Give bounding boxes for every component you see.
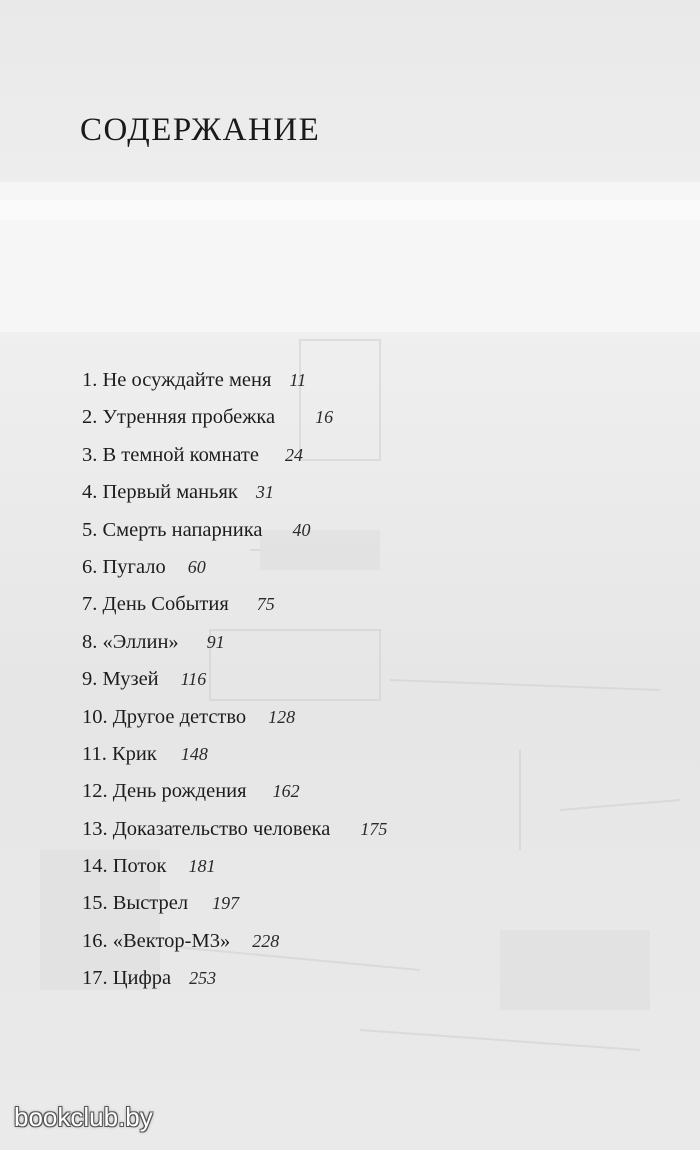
toc-entry <box>82 474 602 511</box>
toc-entry <box>82 848 602 885</box>
toc-entry-title: Утренняя пробежка <box>102 406 276 429</box>
toc-entry-page-number: 197 <box>212 893 240 914</box>
toc-entry-number: 3. <box>82 443 98 466</box>
toc-entry <box>82 699 602 736</box>
toc-entry-title: Первый маньяк <box>102 481 238 504</box>
toc-entry-page-number: 181 <box>188 856 216 877</box>
toc-entry-number: 14. <box>82 855 108 878</box>
toc-entry-number: 17. <box>82 967 108 990</box>
toc-entry <box>82 586 602 623</box>
toc-entry-title: День События <box>102 593 229 616</box>
toc-entry <box>82 923 602 960</box>
toc-entry-number: 1. <box>82 369 98 391</box>
toc-entry-number: 8. <box>82 630 98 653</box>
toc-entry-number: 7. <box>82 593 98 616</box>
toc-entry-page-number: 16 <box>315 407 334 428</box>
toc-entry-number: 10. <box>82 705 108 728</box>
toc-entry-page-number: 148 <box>180 743 208 764</box>
toc-entry-title: День рождения <box>112 780 247 803</box>
toc-entry-number: 9. <box>82 668 98 691</box>
toc-entry-number: 13. <box>82 817 108 840</box>
toc-entry-page-number: 116 <box>180 669 207 690</box>
toc-entry <box>82 773 602 810</box>
toc-entry-page-number: 40 <box>292 519 311 540</box>
toc-entry-number: 16. <box>82 929 108 952</box>
toc-entry-title: «Эллин» <box>102 630 179 653</box>
scan-light-strip <box>0 200 700 220</box>
toc-entry-page-number: 31 <box>255 482 274 503</box>
toc-entry <box>82 885 602 922</box>
toc-entry-title: Выстрел <box>112 892 189 915</box>
page-title: СОДЕРЖАНИЕ <box>80 112 321 148</box>
toc-entry-page-number: 128 <box>268 706 296 727</box>
toc-entry-title: В темной комнате <box>102 443 259 466</box>
toc-entry-title: Цифра <box>112 967 172 990</box>
toc-entry-number: 6. <box>82 555 98 578</box>
toc-entry <box>82 512 602 549</box>
toc-entry <box>82 399 602 436</box>
toc-entry-title: Доказательство человека <box>112 817 331 840</box>
toc-entry-title: Другое детство <box>112 705 247 728</box>
toc-entry-title: «Вектор-М3» <box>112 929 231 952</box>
toc-entry-page-number: 75 <box>256 594 275 615</box>
toc-entry <box>82 362 602 399</box>
toc-entry-title: Крик <box>112 742 157 765</box>
toc-entry <box>82 437 602 474</box>
toc-entry-title: Поток <box>112 855 167 878</box>
toc-entry-page-number: 228 <box>252 930 280 951</box>
toc-entry-page-number: 11 <box>289 370 307 390</box>
toc-entry-number: 11. <box>82 742 107 765</box>
toc-entry-page-number: 91 <box>206 631 225 652</box>
toc-entry-number: 15. <box>82 892 108 915</box>
toc-entry <box>82 661 602 698</box>
toc-entry-page-number: 162 <box>272 781 300 802</box>
bookclub-watermark: bookclub.by <box>14 1102 153 1132</box>
toc-entry-page-number: 24 <box>285 444 303 465</box>
toc-entry <box>82 549 602 586</box>
toc-entry-number: 4. <box>82 481 98 504</box>
toc-entry <box>82 960 602 997</box>
toc-entry-number: 2. <box>82 406 98 429</box>
toc-entry <box>82 811 602 848</box>
toc-entry-page-number: 253 <box>189 968 217 989</box>
toc-entry-page-number: 175 <box>360 818 388 839</box>
toc-entry-number: 5. <box>82 518 98 541</box>
toc-entry-title: Пугало <box>102 555 166 578</box>
toc-entry-title: Музей <box>102 668 159 691</box>
toc-entry-title: Не осуждайте меня <box>102 369 272 391</box>
toc-entry-number: 12. <box>82 780 108 803</box>
toc-entry <box>82 624 602 661</box>
table-of-contents <box>82 362 602 998</box>
toc-entry-page-number: 60 <box>187 556 206 577</box>
toc-entry-title: Смерть напарника <box>102 518 263 541</box>
toc-entry <box>82 736 602 773</box>
